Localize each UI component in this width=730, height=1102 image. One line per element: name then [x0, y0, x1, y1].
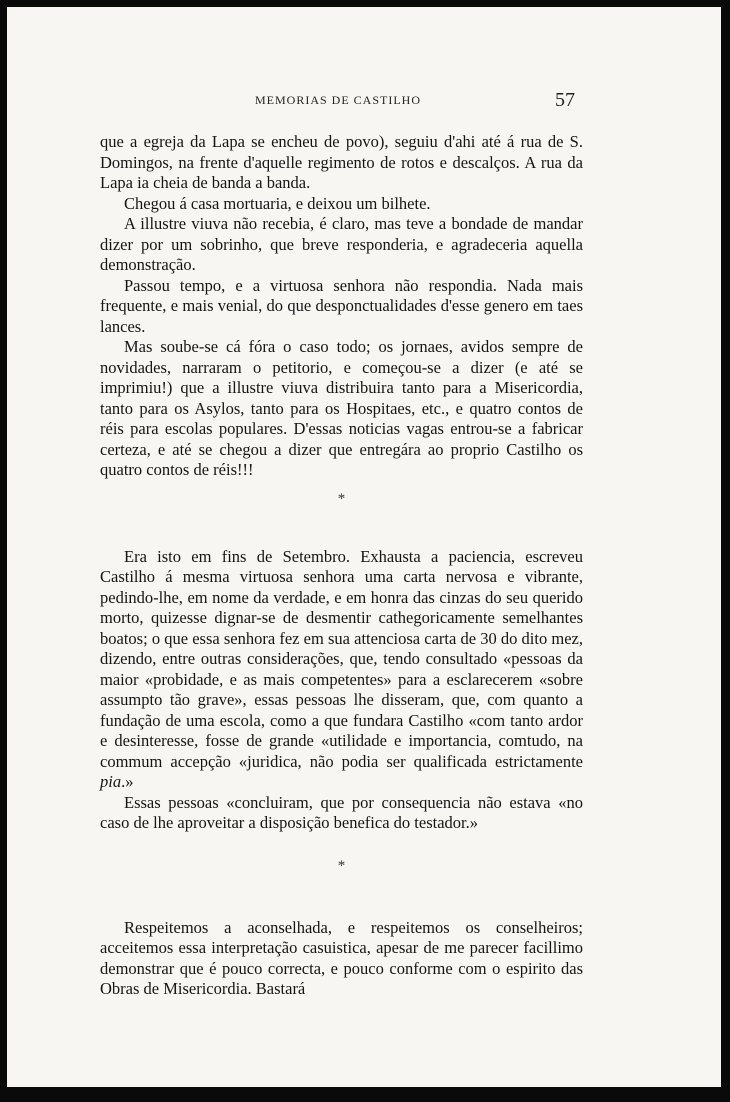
italic-word: pia	[100, 772, 122, 791]
paragraph-text: Era isto em fins de Setembro. Exhausta a paciencia, escreveu Castilho á mesma virtuosa senhora uma carta nervosa e vibrante, pedindo-lhe, em nome da verdade, e em honra das cinzas do seu querido morto, quizesse dignar-se de desmentir cathegoricamente semelhantes boatos; o que essa senhora fez em sua attenciosa carta de 30 do dito mez, dizendo, entre outras considerações, que, tendo consultado «pessoas da maior «probidade, e as mais competentes» para a esclarecerem «sobre assumpto tão grave», essas pessoas lhe disseram, que, com quanto a fundação de uma escola, como a que fundara Castilho «com tanto ardor e desinteresse, fosse de grande «utilidade e importancia, comtudo, na commum accepção «juridica, não podia ser qualificada estrictamente	[100, 546, 583, 771]
book-page	[7, 7, 721, 1087]
paragraph: Chegou á casa mortuaria, e deixou um bilhete.	[124, 193, 431, 213]
page-number: 57	[555, 89, 575, 111]
running-title: MEMORIAS DE CASTILHO	[255, 93, 422, 107]
paragraph	[100, 547, 583, 793]
paragraph: Essas pessoas «concluiram, que por consequencia não estava «no caso de lhe aproveitar a disposição benefica do testador.»	[100, 792, 583, 832]
paragraph: Mas soube-se cá fóra o caso todo; os jornaes, avidos sempre de novidades, narraram o petitorio, e começou-se a dizer (e até se imprimiu!) que a illustre viuva distribuira tanto para a Misericordia, tanto para os Asylos, tanto para os Hospitaes, etc., e quatro contos de réis para escolas populares. D'essas noticias vagas entrou-se a fabricar certeza, e até se chegou a dizer que entregára ao proprio Castilho os quatro contos de réis!!!	[100, 337, 583, 479]
page-header	[7, 89, 721, 113]
paragraph: A illustre viuva não recebia, é claro, mas teve a bondade de mandar dizer por um sobrinho, que breve responderia, e agradeceria aquella demonstração.	[100, 214, 583, 274]
paragraph: Respeitemos a aconselhada, e respeitemos os conselheiros; acceitemos essa interpretação casuistica, apesar de me parecer facillimo demonstrar que é pouco correcta, e pouco conforme com o espirito das Obras de Misericordia. Bastará	[100, 917, 583, 998]
section-separator: *	[337, 857, 346, 874]
paragraph: Passou tempo, e a virtuosa senhora não respondia. Nada mais frequente, e mais venial, do que desponctualidades d'esse genero em taes lances.	[100, 275, 583, 336]
paragraph-text: .»	[121, 772, 134, 791]
paragraph: que a egreja da Lapa se encheu de povo), seguiu d'ahi até á rua de S. Domingos, na frente d'aquelle regimento de rotos e descalços. A rua da Lapa ia cheia de banda a banda.	[100, 132, 583, 192]
body-text	[100, 132, 583, 1000]
section-separator: *	[337, 490, 346, 507]
